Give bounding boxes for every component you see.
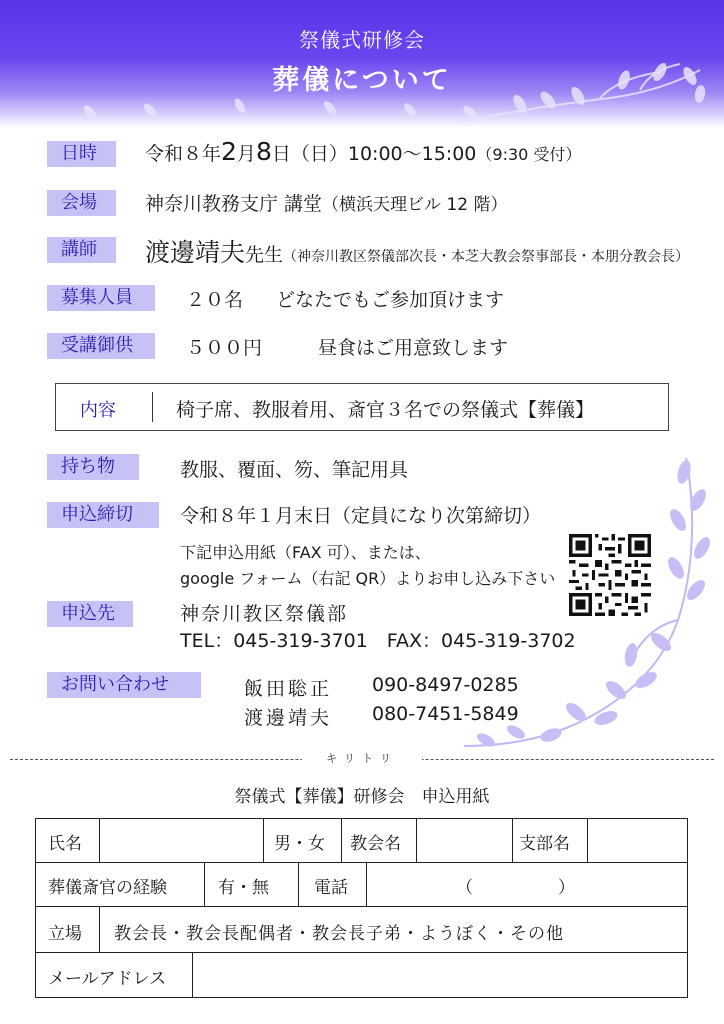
venue-note: （横浜天理ビル 12 階）	[322, 195, 508, 215]
content-box	[55, 383, 669, 431]
form-experience-options[interactable]: 有・無	[218, 878, 269, 898]
form-row-divider-3	[36, 952, 687, 953]
form-col-divider	[512, 819, 513, 862]
form-row-divider-2	[36, 906, 687, 907]
inquiry-person2-tel: 080-7451-5849	[372, 703, 519, 725]
venue-name: 神奈川教務支庁 講堂	[145, 193, 323, 215]
form-phone-field[interactable]: （ ）	[456, 878, 575, 898]
form-church-field[interactable]	[422, 823, 506, 857]
header-banner	[0, 0, 724, 128]
label-fee: 受講御供	[47, 333, 155, 359]
form-position-options[interactable]: 教会長・教会長配偶者・教会長子弟・ようぼく・その他	[114, 924, 564, 944]
lecturer-honorific: 先生	[245, 244, 284, 266]
label-inquiry: お問い合わせ	[47, 672, 201, 698]
form-col-divider	[587, 819, 588, 862]
form-col-divider	[99, 819, 100, 862]
items-text: 教服、覆面、笏、筆記用具	[180, 459, 409, 481]
form-position-label: 立場	[48, 924, 82, 944]
venue-value	[145, 189, 508, 216]
date-weekday: （日）	[290, 143, 348, 165]
label-venue: 会場	[47, 190, 116, 216]
inquiry-person2-name: 渡邊靖夫	[244, 707, 333, 729]
date-month-unit: 月	[236, 143, 256, 165]
form-email-label: メールアドレス	[48, 969, 167, 989]
deadline-note-line2: google フォーム（右記 QR）よりお申し込み下さい	[180, 569, 556, 588]
form-col-divider	[298, 862, 299, 906]
form-col-divider	[99, 906, 100, 952]
form-phone-label: 電話	[314, 878, 348, 898]
header-subtitle: 祭儀式研修会	[299, 28, 425, 52]
form-col-divider	[204, 862, 205, 906]
inquiry-person1-name: 飯田聡正	[244, 678, 333, 700]
form-branch-label: 支部名	[519, 834, 570, 854]
apply-to-contact: TEL：045-319-3701 FAX：045-319-3702	[180, 630, 576, 652]
lecturer-titles: （神奈川教区祭儀部次長・本芝大教会祭事部長・本朋分教会長）	[283, 249, 690, 265]
form-title: 祭儀式【葬儀】研修会 申込用紙	[234, 787, 490, 807]
form-gender-label[interactable]: 男・女	[274, 834, 325, 854]
date-time: 10:00〜15:00	[347, 143, 477, 165]
inquiry-person1-tel: 090-8497-0285	[372, 674, 519, 696]
label-items: 持ち物	[47, 454, 139, 480]
form-col-divider	[192, 952, 193, 997]
form-email-field[interactable]	[198, 957, 682, 993]
deadline-note-line1: 下記申込用紙（FAX 可）、または、	[180, 543, 431, 562]
form-col-divider	[366, 862, 367, 906]
content-text: 椅子席、教服着用、斎官３名での祭儀式【葬儀】	[176, 399, 595, 421]
apply-to-org: 神奈川教区祭儀部	[180, 603, 349, 625]
date-month: 2	[221, 137, 237, 166]
application-form	[35, 818, 688, 998]
content-divider	[152, 392, 153, 422]
qr-code[interactable]	[569, 534, 651, 616]
form-church-label: 教会名	[350, 834, 401, 854]
form-col-divider	[263, 819, 264, 862]
lecturer-value	[145, 233, 689, 269]
fee-note: 昼食はご用意致します	[318, 337, 509, 359]
date-reception: （9:30 受付）	[476, 145, 582, 164]
lecturer-name: 渡邊靖夫	[145, 238, 246, 267]
deadline-text: 令和８年１月末日（定員になり次第締切）	[180, 505, 542, 527]
date-day: 8	[255, 137, 272, 166]
content-label: 内容	[80, 400, 116, 421]
form-name-label: 氏名	[48, 834, 82, 854]
capacity-note: どなたでもご参加頂けます	[276, 289, 505, 311]
form-col-divider	[416, 819, 417, 862]
label-capacity: 募集人員	[47, 285, 155, 311]
form-name-field[interactable]	[105, 823, 257, 857]
capacity-count: ２０名	[186, 289, 244, 311]
label-date: 日時	[47, 141, 116, 167]
label-deadline: 申込締切	[47, 502, 159, 528]
date-day-unit: 日	[271, 143, 291, 165]
header-title: 葬儀について	[272, 65, 452, 96]
label-lecturer: 講師	[47, 237, 116, 263]
form-col-divider	[341, 819, 342, 862]
form-row-divider-1	[36, 862, 687, 863]
label-apply-to: 申込先	[47, 601, 133, 627]
cut-line-label: キリトリ	[302, 750, 422, 766]
form-branch-field[interactable]	[593, 823, 681, 857]
form-experience-label: 葬儀斎官の経験	[48, 878, 167, 898]
fee-amount: ５００円	[186, 337, 263, 359]
date-value	[145, 137, 581, 166]
date-prefix: 令和８年	[145, 143, 222, 165]
